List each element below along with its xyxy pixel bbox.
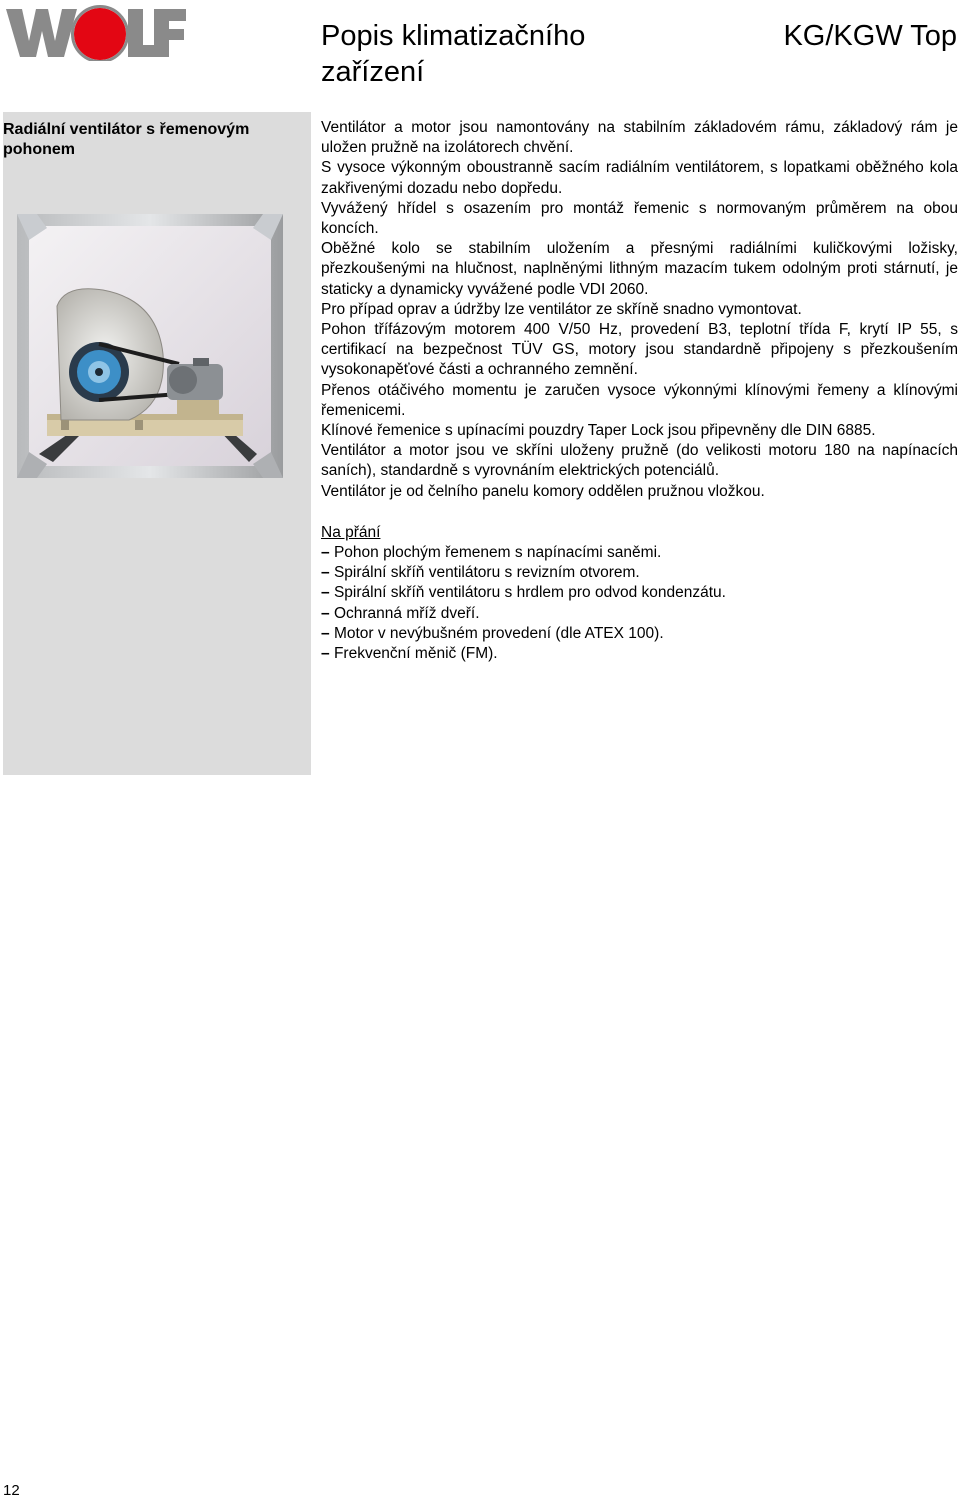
wolf-logo (4, 5, 186, 61)
list-item-label: Pohon plochým řemenem s napínacími saněmi. (333, 544, 662, 561)
paragraph: Přenos otáčivého momentu je zaručen vysoce výkonnými klínovými řemeny a klínovými řemenicemi. (321, 381, 958, 419)
sidebar-panel (3, 112, 311, 775)
radial-fan-photo-icon (17, 214, 283, 478)
description-body (321, 118, 958, 502)
list-item (321, 624, 726, 644)
paragraph: S vysoce výkonným oboustranně sacím radiálním ventilátorem, s lopatkami oběžného kola zakřivenými dozadu nebo dopředu. (321, 159, 958, 197)
page-title: Popis klimatizačního zařízení (321, 20, 586, 88)
paragraph: Pohon třífázovým motorem 400 V/50 Hz, provedení B3, teplotní třída F, krytí IP 55, s certifikací na bezpečnost TÜV GS, motory jsou standardně připojeny s přezkoušením vysokonapěťové části a ochranného zemnění. (321, 321, 958, 379)
paragraph: Oběžné kolo se stabilním uložením a přesnými radiálními kuličkovými ložisky, přezkoušenými na hlučnost, naplněnými lithným mazacím tukem odolným proti stárnutí, je staticky a dynamicky vyvážené podle VDI 2060. (321, 240, 958, 298)
paragraph: Vyvážený hřídel s osazením pro montáž řemenic s normovaným průměrem na obou koncích. (321, 199, 958, 238)
list-item-label: Motor v nevýbušném provedení (dle ATEX 100). (333, 624, 664, 642)
paragraph: Pro případ oprav a údržby lze ventilátor ze skříně snadno vymontovat. (321, 300, 802, 318)
paragraph: Ventilátor je od čelního panelu komory oddělen pružnou vložkou. (321, 482, 765, 500)
paragraph: Klínové řemenice s upínacími pouzdry Taper Lock jsou připevněny dle DIN 6885. (321, 422, 876, 440)
list-item (321, 583, 726, 603)
list-item (321, 543, 726, 563)
list-item-label: Spirální skříň ventilátoru s hrdlem pro odvod kondenzátu. (333, 584, 726, 602)
paragraph: Ventilátor a motor jsou namontovány na stabilním základovém rámu, základový rám je uložen pružně na izolátorech chvění. (321, 119, 958, 157)
list-item (321, 563, 726, 583)
options-heading: Na přání (321, 524, 381, 541)
list-item (321, 604, 726, 624)
product-title: KG/KGW Top (783, 20, 957, 52)
page-number: 12 (3, 1482, 20, 1499)
list-item-label: Spirální skříň ventilátoru s revizním otvorem. (333, 564, 640, 582)
list-item-label: Ochranná mříž dveří. (333, 604, 480, 622)
paragraph: Ventilátor a motor jsou ve skříni uloženy pružně (do velikosti motoru 180 na napínacích saních), standardně s vyrovnáním elektrických potenciálů. (321, 442, 958, 480)
list-item-label: Frekvenční měnič (FM). (333, 645, 498, 663)
list-item (321, 644, 726, 664)
section-heading: Radiální ventilátor s řemenovým pohonem (3, 121, 250, 158)
options-list (321, 543, 726, 664)
